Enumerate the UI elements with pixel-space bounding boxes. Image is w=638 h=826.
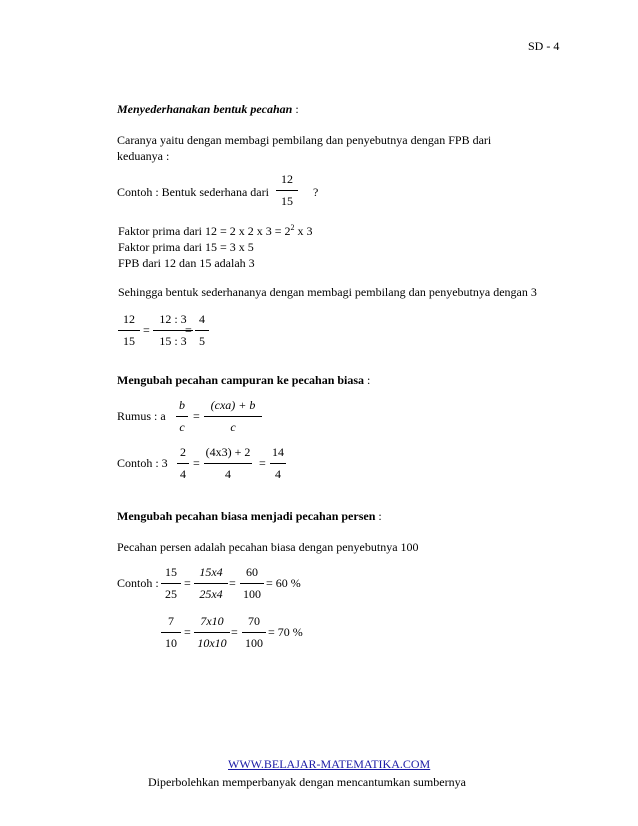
factor-line-1-text: Faktor prima dari 12 = 2 x 2 x 3 = 2 [118, 224, 291, 238]
fraction-bar [240, 583, 264, 584]
persen2-equals-1: = [184, 625, 191, 639]
section1-heading [117, 103, 299, 115]
fraction-numerator: 60 [246, 565, 258, 579]
fraction-denominator: 4 [275, 467, 281, 481]
fraction-numerator: 12 : 3 [159, 312, 187, 326]
fraction-numerator: 7 [168, 614, 174, 628]
section3-title-suffix: : [375, 509, 382, 523]
section2-title: Mengubah pecahan campuran ke pecahan biasa [117, 373, 365, 387]
fraction-bar [194, 583, 228, 584]
persen1-equals-2: = [229, 576, 236, 590]
fraction-denominator: 4 [180, 467, 186, 481]
persen2-fraction-2 [194, 615, 230, 651]
rumus-equals: = [193, 409, 200, 423]
fraction-bar [204, 463, 252, 464]
fraction-bar [194, 632, 230, 633]
page-label: SD - 4 [528, 39, 560, 53]
rumus-fraction-1 [176, 399, 188, 435]
fraction-bar [161, 632, 181, 633]
factor-line-1 [118, 225, 313, 237]
section2-example-label: Contoh : 3 [117, 456, 168, 470]
fraction-bar [177, 463, 189, 464]
fraction-numerator: 15 [165, 565, 177, 579]
factor-line-2: Faktor prima dari 15 = 3 x 5 [118, 240, 254, 254]
rumus-label: Rumus : a [117, 409, 166, 423]
footer-note: Diperbolehkan memperbanyak dengan mencantumkan sumbernya [148, 775, 466, 789]
fraction-numerator: 12 [123, 312, 135, 326]
section1-title-suffix: : [292, 102, 299, 116]
fraction-bar [242, 632, 266, 633]
section3-example-label: Contoh : [117, 576, 159, 590]
fraction-numerator: 15x4 [199, 565, 223, 579]
fraction-denominator: 100 [243, 587, 261, 601]
fraction-denominator: 15 [281, 194, 293, 208]
rumus-fraction-2 [204, 399, 262, 435]
persen1-fraction-1 [161, 566, 181, 602]
calc-equals-1: = [143, 323, 150, 337]
fraction-numerator: 7x10 [200, 614, 224, 628]
section1-title: Menyederhanakan bentuk pecahan [117, 102, 293, 116]
fraction-bar [270, 463, 286, 464]
factor-line-1-tail: x 3 [294, 224, 313, 238]
fraction-denominator: c [179, 420, 185, 434]
persen2-equals-2: = [231, 625, 238, 639]
section1-example-label: Contoh : Bentuk sederhana dari [117, 185, 269, 199]
example-equals-2: = [259, 456, 266, 470]
section1-conclusion: Sehingga bentuk sederhananya dengan membagi pembilang dan penyebutnya dengan 3 [118, 285, 537, 299]
calc-fraction-1 [118, 313, 140, 349]
fraction-numerator: 2 [180, 445, 186, 459]
fraction-denominator: 25 [165, 587, 177, 601]
section1-example-fraction [276, 173, 298, 209]
persen1-result: = 60 % [266, 576, 301, 590]
persen2-result: = 70 % [268, 625, 303, 639]
fraction-bar [276, 190, 298, 191]
factor-line-1-exponent: 2 [290, 223, 295, 232]
example-equals-1: = [193, 456, 200, 470]
persen1-equals-1: = [184, 576, 191, 590]
section3-heading [117, 510, 382, 522]
fraction-denominator: 15 : 3 [159, 334, 187, 348]
fraction-numerator: 14 [272, 445, 284, 459]
fraction-denominator: 5 [199, 334, 205, 348]
fraction-numerator: (cxa) + b [210, 398, 256, 412]
fraction-numerator: 12 [281, 172, 293, 186]
fraction-bar [176, 416, 188, 417]
fraction-bar [118, 330, 140, 331]
fraction-bar [195, 330, 209, 331]
calc-fraction-3 [195, 313, 209, 349]
persen2-fraction-1 [161, 615, 181, 651]
section1-example-question: ? [313, 185, 319, 199]
example-fraction-1 [177, 446, 189, 482]
persen1-fraction-3 [240, 566, 264, 602]
section3-title: Mengubah pecahan biasa menjadi pecahan persen [117, 509, 376, 523]
fraction-denominator: c [230, 420, 236, 434]
footer-url-link[interactable]: WWW.BELAJAR-MATEMATIKA.COM [228, 757, 431, 771]
example-fraction-2 [204, 446, 252, 482]
fraction-denominator: 4 [225, 467, 231, 481]
persen2-fraction-3 [242, 615, 266, 651]
fpb-line: FPB dari 12 dan 15 adalah 3 [118, 256, 255, 270]
fraction-denominator: 100 [245, 636, 263, 650]
fraction-numerator: 4 [199, 312, 205, 326]
fraction-bar [204, 416, 262, 417]
fraction-numerator: 70 [248, 614, 260, 628]
fraction-denominator: 10x10 [197, 636, 227, 650]
fraction-numerator: (4x3) + 2 [205, 445, 251, 459]
section2-title-suffix: : [364, 373, 371, 387]
section1-desc-line1: Caranya yaitu dengan membagi pembilang dan penyebutnya dengan FPB dari [117, 133, 492, 147]
fraction-denominator: 25x4 [199, 587, 223, 601]
persen1-fraction-2 [194, 566, 228, 602]
fraction-bar [161, 583, 181, 584]
example-fraction-3 [270, 446, 286, 482]
fraction-denominator: 10 [165, 636, 177, 650]
fraction-numerator: b [179, 398, 185, 412]
section3-desc: Pecahan persen adalah pecahan biasa dengan penyebutnya 100 [117, 540, 419, 554]
fraction-denominator: 15 [123, 334, 135, 348]
calc-equals-2: = [185, 323, 192, 337]
section2-heading [117, 374, 370, 386]
section1-desc-line2: keduanya : [117, 149, 170, 163]
